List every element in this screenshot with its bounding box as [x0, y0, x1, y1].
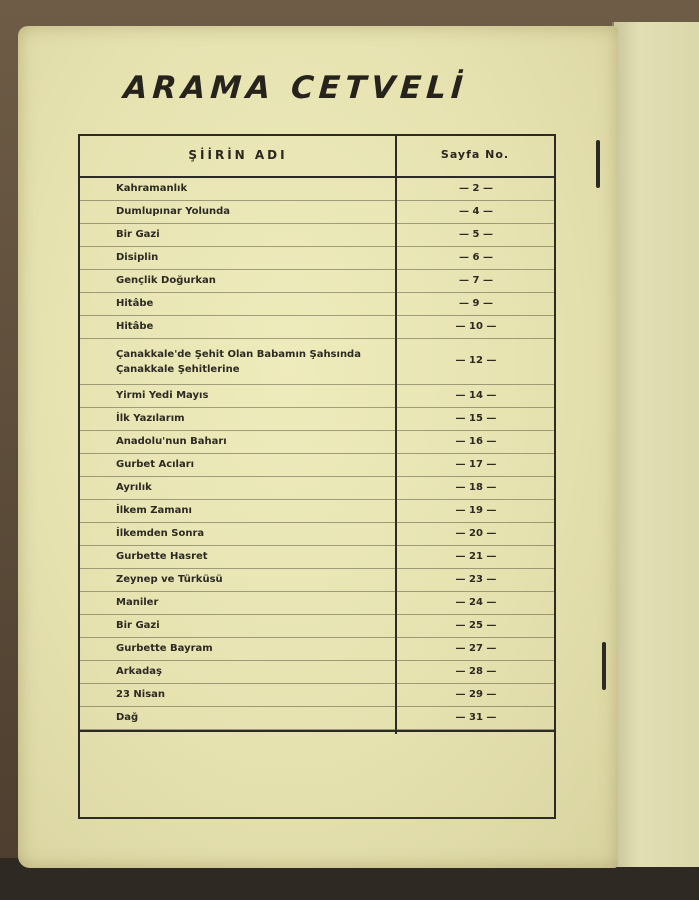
- poem-title: İlkemden Sonra: [116, 528, 205, 539]
- page-number: — 20 —: [455, 528, 497, 539]
- table-row: [80, 270, 554, 293]
- column-header-page: Sayfa No.: [440, 148, 510, 161]
- page-number: — 5 —: [459, 229, 493, 240]
- poem-title: 23 Nisan: [116, 689, 166, 700]
- poem-title: Çanakkale'de Şehit Olan Babamın Şahsında Çanakkale Şehitlerine: [116, 349, 361, 375]
- table-row: [80, 385, 554, 408]
- table-body: [80, 178, 554, 730]
- page-number: — 16 —: [455, 436, 497, 447]
- table-row: [80, 339, 554, 385]
- table-row: [80, 454, 554, 477]
- poem-title: Bir Gazi: [116, 229, 160, 240]
- page-number: — 9 —: [459, 298, 493, 309]
- bottom-rule: [80, 730, 554, 732]
- table-row: [80, 569, 554, 592]
- poem-title: Bir Gazi: [116, 620, 160, 631]
- poem-title: Anadolu'nun Baharı: [116, 436, 227, 447]
- poem-title: Arkadaş: [116, 666, 162, 677]
- table-row: [80, 684, 554, 707]
- poem-title: İlk Yazılarım: [116, 413, 185, 424]
- poem-title: İlkem Zamanı: [116, 505, 192, 516]
- staple-top: [596, 140, 600, 188]
- column-header-name: ŞİİRİN ADI: [188, 148, 288, 162]
- page-number: — 4 —: [459, 206, 493, 217]
- table-row: [80, 661, 554, 684]
- page-number: — 19 —: [455, 505, 497, 516]
- table-row: [80, 178, 554, 201]
- table-row: [80, 707, 554, 730]
- page-number: — 17 —: [455, 459, 497, 470]
- page-number: — 27 —: [455, 643, 497, 654]
- page-number: — 31 —: [455, 712, 497, 723]
- poem-title: Yirmi Yedi Mayıs: [116, 390, 209, 401]
- page-number: — 24 —: [455, 597, 497, 608]
- table-row: [80, 224, 554, 247]
- table-row: [80, 247, 554, 270]
- table-row: [80, 316, 554, 339]
- table-row: [80, 431, 554, 454]
- poem-title: Dağ: [116, 712, 139, 723]
- poem-title: Gençlik Doğurkan: [116, 275, 216, 286]
- table-row: [80, 201, 554, 224]
- page-number: — 23 —: [455, 574, 497, 585]
- table-row: [80, 638, 554, 661]
- poem-title: Gurbette Hasret: [116, 551, 208, 562]
- page-number: — 18 —: [455, 482, 497, 493]
- table-row: [80, 293, 554, 316]
- page-number: — 6 —: [459, 252, 493, 263]
- poem-title: Hitâbe: [116, 298, 154, 309]
- page-number: — 28 —: [455, 666, 497, 677]
- poem-title: Gurbet Acıları: [116, 459, 195, 470]
- poem-title: Ayrılık: [116, 482, 152, 493]
- page-number: — 14 —: [455, 390, 497, 401]
- table-row: [80, 477, 554, 500]
- page-number: — 7 —: [459, 275, 493, 286]
- table-row: [80, 408, 554, 431]
- table-row: [80, 546, 554, 569]
- poem-title: Maniler: [116, 597, 159, 608]
- page-number: — 15 —: [455, 413, 497, 424]
- poem-title: Gurbette Bayram: [116, 643, 213, 654]
- poem-title: Dumlupınar Yolunda: [116, 206, 231, 217]
- table-row: [80, 615, 554, 638]
- page-number: — 10 —: [455, 321, 497, 332]
- page-number: — 29 —: [455, 689, 497, 700]
- poem-title: Disiplin: [116, 252, 159, 263]
- facing-page: [612, 22, 699, 867]
- table-row: [80, 500, 554, 523]
- table-row: [80, 592, 554, 615]
- poem-title: Zeynep ve Türküsü: [116, 574, 223, 585]
- page-number: — 21 —: [455, 551, 497, 562]
- table-row: [80, 523, 554, 546]
- page-number: — 25 —: [455, 620, 497, 631]
- page-title: ARAMA CETVELİ: [122, 70, 469, 106]
- page-number: — 12 —: [455, 355, 497, 366]
- poem-title: Kahramanlık: [116, 183, 188, 194]
- page-number: — 2 —: [459, 183, 493, 194]
- staple-bottom: [602, 642, 606, 690]
- poem-title: Hitâbe: [116, 321, 154, 332]
